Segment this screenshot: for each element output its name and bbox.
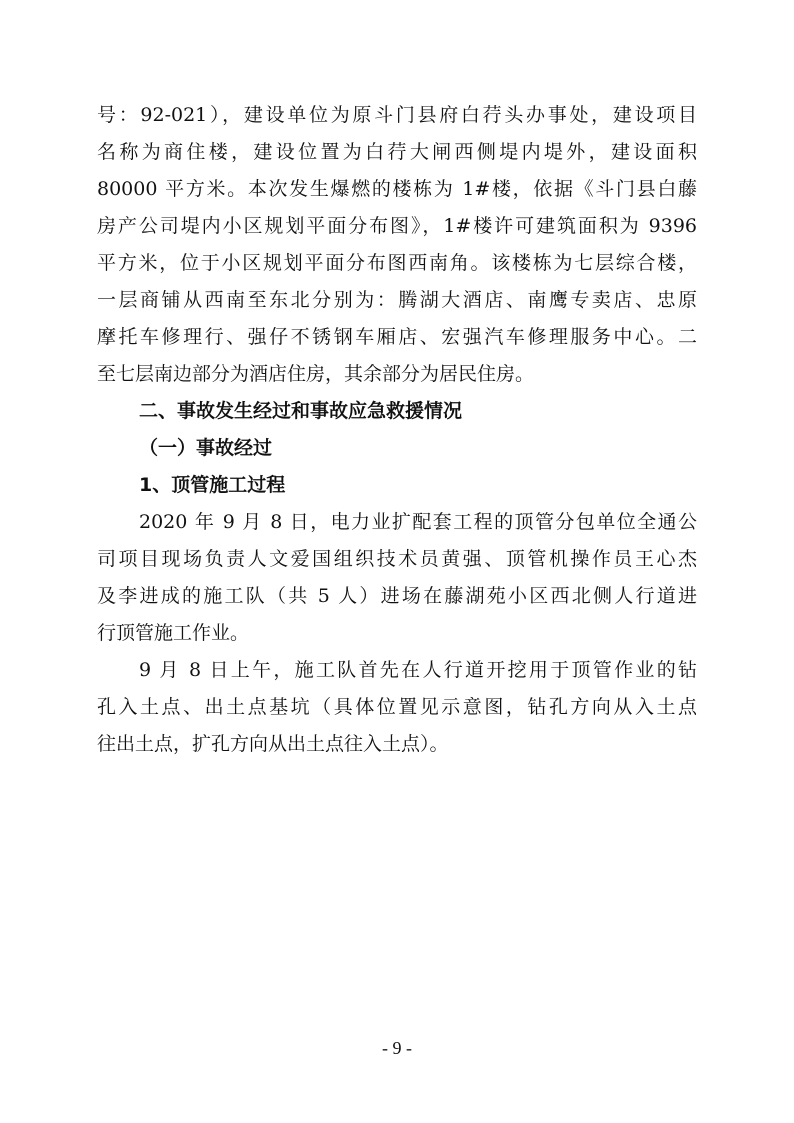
section-heading: 二、事故发生经过和事故应急救援情况 [139,400,463,422]
item-heading: 1、顶管施工过程 [139,474,286,496]
paragraph-construction-team [97,504,697,652]
text-line: 号：92-021），建设单位为原斗门县府白荇头办事处，建设项目 [97,104,697,126]
text-line: 行顶管施工作业。 [97,622,250,644]
text-line: 及李进成的施工队（共 5 人）进场在藤湖苑小区西北侧人行道进 [97,585,697,607]
text-line: 孔入土点、出土点基坑（具体位置见示意图，钻孔方向从入土点 [97,696,697,718]
text-line: 80000 平方米。本次发生爆燃的楼栋为 1#楼，依据《斗门县白藤 [97,178,697,200]
paragraph-project-description [97,97,697,393]
text-line: 2020 年 9 月 8 日，电力业扩配套工程的顶管分包单位全通公 [139,511,697,533]
paragraph-excavation [97,652,697,763]
document-body [97,97,697,763]
text-line: 摩托车修理行、强仔不锈钢车厢店、宏强汽车修理服务中心。二 [97,326,697,348]
text-line: 司项目现场负责人文爱国组织技术员黄强、顶管机操作员王心杰 [97,548,697,570]
page-number: - 9 - [382,1038,412,1058]
text-line: 往出土点，扩孔方向从出土点往入土点）。 [97,733,449,755]
text-line: 一层商铺从西南至东北分别为：腾湖大酒店、南鹰专卖店、忠原 [97,289,697,311]
text-line: 至七层南边部分为酒店住房，其余部分为居民住房。 [97,363,535,385]
text-line: 9 月 8 日上午，施工队首先在人行道开挖用于顶管作业的钻 [139,659,697,681]
text-line: 名称为商住楼，建设位置为白荇大闸西侧堤内堤外，建设面积 [97,141,697,163]
text-line: 平方米，位于小区规划平面分布图西南角。该楼栋为七层综合楼， [97,252,697,274]
text-line: 房产公司堤内小区规划平面分布图》，1#楼许可建筑面积为 9396 [97,215,697,237]
subsection-heading: （一）事故经过 [139,437,273,459]
